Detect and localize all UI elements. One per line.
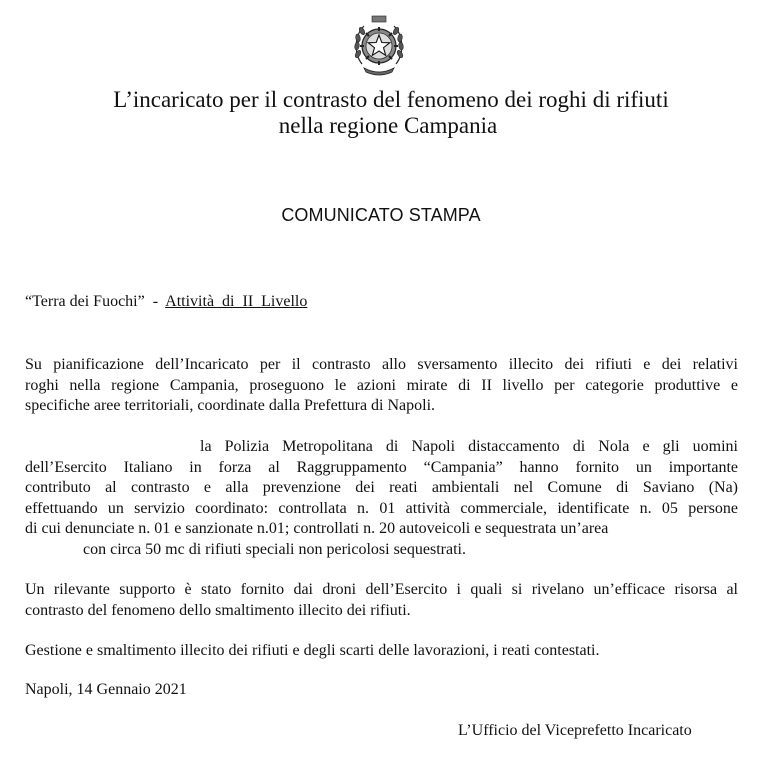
- paragraph-1-line: Su pianificazione dell’Incaricato per il contrasto allo sversamento illecito dei rifiuti e dei relativi: [25, 356, 738, 373]
- paragraph-2-line: contributo al contrasto e alla prevenzione dei reati ambientali nel Comune di Saviano (Na): [25, 479, 738, 496]
- header-line-1: L’incaricato per il contrasto del fenomeno dei roghi di rifiuti: [113, 87, 669, 112]
- press-release-title: COMUNICATO STAMPA: [281, 205, 481, 225]
- paragraph-3: [25, 580, 738, 621]
- paragraph-1: [25, 355, 738, 417]
- paragraph-4-line: Gestione e smaltimento illecito dei rifiuti e degli scarti delle lavorazioni, i reati contestati.: [25, 642, 600, 659]
- paragraph-3-line: contrasto del fenomeno dello smaltimento illecito dei rifiuti.: [25, 601, 411, 619]
- header-line-2: nella regione Campania: [278, 113, 498, 138]
- paragraph-2-line: effettuando un servizio coordinato: controllata n. 01 attività commerciale, identificate n. 05 persone: [25, 499, 738, 517]
- paragraph-2-line: di cui denunciate n. 01 e sanzionate n.01; controllati n. 20 autoveicoli e sequestrata un’area: [25, 520, 609, 537]
- paragraph-1-line: roghi nella regione Campania, proseguono le azioni mirate di II livello per categorie produttive e: [25, 376, 738, 394]
- date-line: Napoli, 14 Gennaio 2021: [25, 681, 187, 698]
- subject-line: [25, 293, 307, 311]
- paragraph-3-line: Un rilevante supporto è stato fornito dai droni dell’Esercito i quali si rivelano un’efficace risorsa al: [25, 581, 738, 598]
- italian-republic-emblem-icon: [350, 14, 408, 78]
- paragraph-2-line: la Polizia Metropolitana di Napoli distaccamento di Nola e gli uomini: [200, 438, 738, 455]
- paragraph-2-line: con circa 50 mc di rifiuti speciali non pericolosi sequestrati.: [83, 540, 466, 558]
- subject-underlined: Attività di II Livello: [165, 293, 308, 310]
- paragraph-4: [25, 641, 738, 662]
- paragraph-2-line: dell’Esercito Italiano in forza al Raggruppamento “Campania” hanno fornito un importante: [25, 458, 738, 476]
- paragraph-2: [25, 437, 738, 560]
- subject-prefix: “Terra dei Fuochi” -: [25, 293, 166, 310]
- paragraph-1-line: specifiche aree territoriali, coordinate dalla Prefettura di Napoli.: [25, 397, 436, 414]
- signature-line: L’Ufficio del Viceprefetto Incaricato: [458, 722, 692, 739]
